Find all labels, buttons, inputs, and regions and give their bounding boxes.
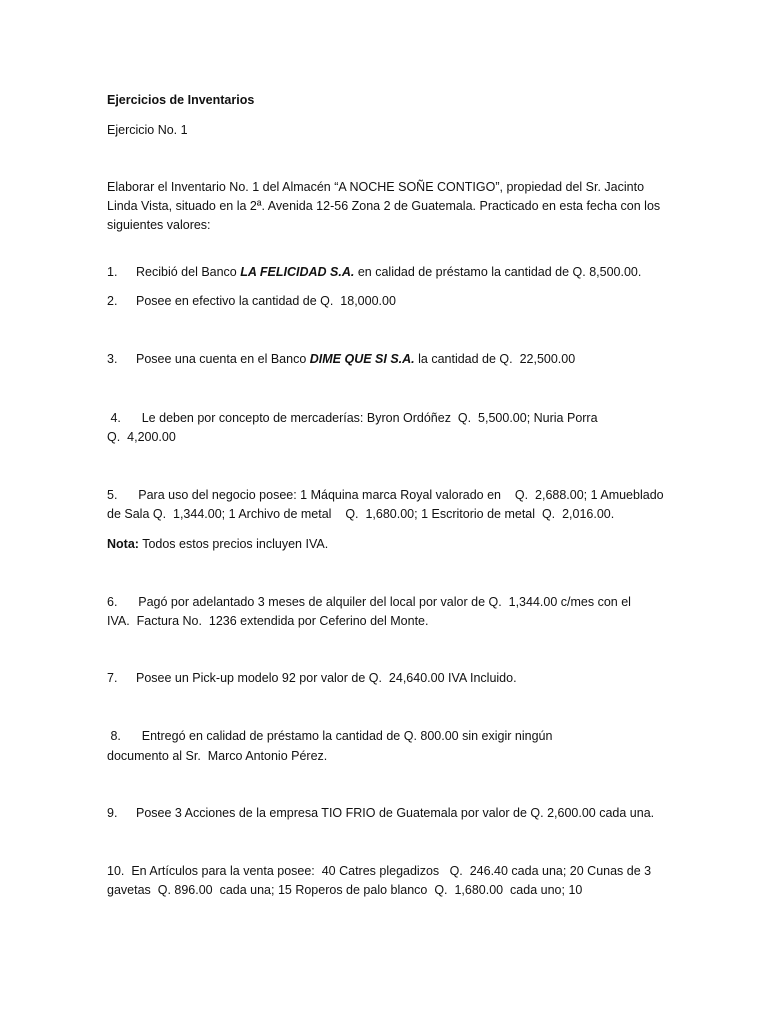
item-text: Recibió del Banco (136, 265, 241, 279)
list-item-2 (107, 292, 396, 311)
item-text: Posee 3 Acciones de la empresa TIO FRIO de Guatemala por valor de Q. 2,600.00 cada una. (136, 806, 655, 820)
list-item-7 (107, 669, 517, 688)
item-text: en calidad de préstamo la cantidad de Q. 8,500.00. (354, 265, 642, 279)
list-item-10-line-2: gavetas Q. 896.00 cada una; 15 Roperos de palo blanco Q. 1,680.00 cada uno; 10 (107, 883, 583, 897)
bank-name: LA FELICIDAD S.A. (240, 265, 355, 279)
list-item-8-line-1: 8. Entregó en calidad de préstamo la cantidad de Q. 800.00 sin exigir ningún (107, 729, 553, 743)
item-text: Posee un Pick-up modelo 92 por valor de Q. 24,640.00 IVA Incluido. (136, 671, 517, 685)
item-number: 2. (107, 294, 118, 308)
item-text: Posee una cuenta en el Banco (136, 352, 310, 366)
list-item-1 (107, 263, 641, 282)
item-text: la cantidad de Q. 22,500.00 (414, 352, 576, 366)
item-number: 3. (107, 352, 118, 366)
item-number: 9. (107, 806, 118, 820)
list-item-9 (107, 804, 654, 823)
note (107, 535, 328, 554)
exercise-number: Ejercicio No. 1 (107, 123, 188, 137)
list-item-8-line-2: documento al Sr. Marco Antonio Pérez. (107, 749, 328, 763)
bank-name: DIME QUE SI S.A. (309, 352, 415, 366)
list-item-5-line-2: de Sala Q. 1,344.00; 1 Archivo de metal Q. 1,680.00; 1 Escritorio de metal Q. 2,016.00. (107, 507, 615, 521)
item-number: 1. (107, 265, 118, 279)
item-text: Posee en efectivo la cantidad de Q. 18,000.00 (136, 294, 396, 308)
note-text: Todos estos precios incluyen IVA. (138, 537, 329, 551)
page-title: Ejercicios de Inventarios (107, 93, 255, 107)
list-item-6-line-1: 6. Pagó por adelantado 3 meses de alquiler del local por valor de Q. 1,344.00 c/mes con el (107, 595, 631, 609)
list-item-10-line-1: 10. En Artículos para la venta posee: 40 Catres plegadizos Q. 246.40 cada una; 20 Cunas de 3 (107, 864, 652, 878)
list-item-6-line-2: IVA. Factura No. 1236 extendida por Ceferino del Monte. (107, 614, 429, 628)
list-item-4-line-2: Q. 4,200.00 (107, 430, 176, 444)
note-label: Nota: (107, 537, 139, 551)
intro-line-3: siguientes valores: (107, 218, 211, 232)
list-item-4-line-1: 4. Le deben por concepto de mercaderías: Byron Ordóñez Q. 5,500.00; Nuria Porra (107, 411, 598, 425)
list-item-5-line-1: 5. Para uso del negocio posee: 1 Máquina marca Royal valorado en Q. 2,688.00; 1 Amueblado (107, 488, 664, 502)
list-item-3 (107, 350, 575, 369)
intro-line-1: Elaborar el Inventario No. 1 del Almacén “A NOCHE SOÑE CONTIGO”, propiedad del Sr. Jacinto (107, 180, 645, 194)
item-number: 7. (107, 671, 118, 685)
intro-line-2: Linda Vista, situado en la 2ª. Avenida 12-56 Zona 2 de Guatemala. Practicado en esta fecha con los (107, 199, 661, 213)
